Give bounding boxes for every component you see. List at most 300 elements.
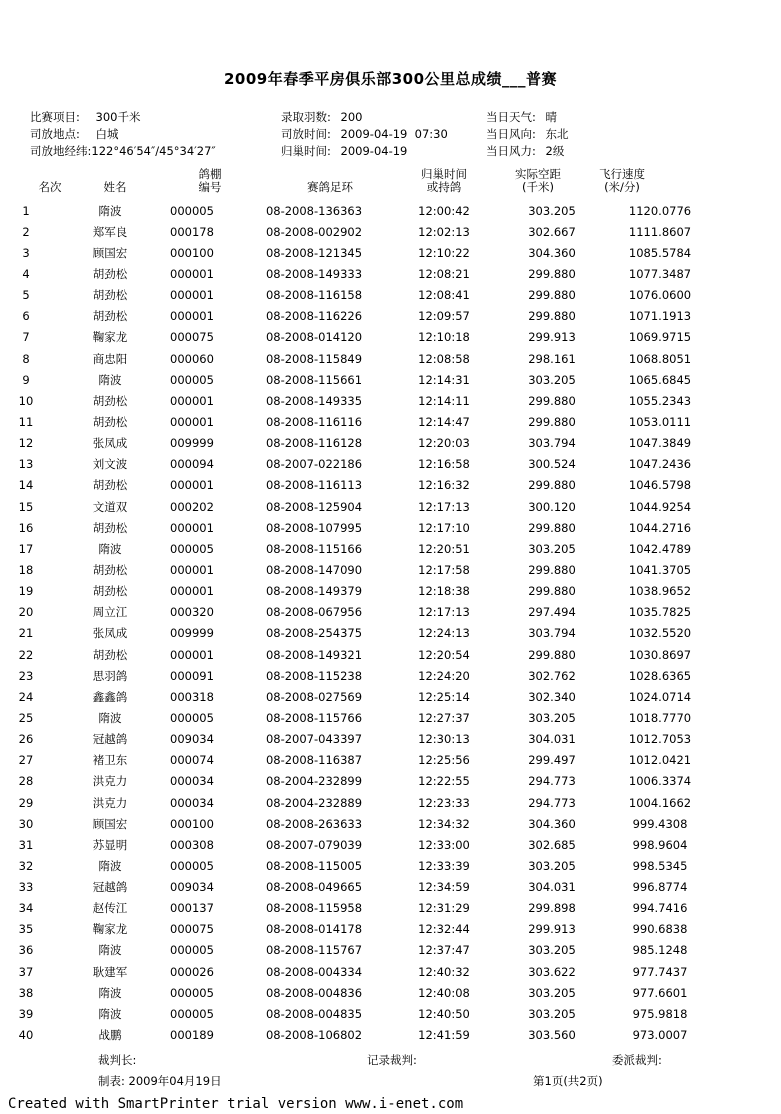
table-row xyxy=(0,961,720,982)
results-body xyxy=(0,200,720,1046)
rank-number: 37 xyxy=(18,964,34,979)
cell-ring: 08-2008-004835 xyxy=(265,1006,363,1021)
cell-loft: 009999 xyxy=(170,626,214,641)
cell-name: 张凤成 xyxy=(92,436,128,451)
table-row xyxy=(0,665,720,686)
rank-number: 27 xyxy=(18,753,34,768)
header-time-line2: 或持鸽 xyxy=(426,180,462,194)
rank-number: 28 xyxy=(18,774,34,789)
table-row xyxy=(0,834,720,855)
cell-speed: 1024.0714 xyxy=(628,689,692,704)
cell-speed: 1035.7825 xyxy=(628,605,692,620)
rank-number: 6 xyxy=(22,309,30,324)
watermark-text: Created with SmartPrinter trial version www.i-enet.com xyxy=(8,1096,464,1112)
cell-distance: 299.880 xyxy=(528,266,576,281)
table-row xyxy=(0,644,720,665)
cell-ring: 08-2008-116158 xyxy=(265,288,363,303)
cell-loft: 000074 xyxy=(170,753,214,768)
cell-loft: 009034 xyxy=(170,732,214,747)
cell-loft: 000005 xyxy=(170,710,214,725)
cell-distance: 298.161 xyxy=(528,351,576,366)
wind-dir-info xyxy=(486,127,569,141)
cell-distance: 303.205 xyxy=(528,1006,576,1021)
cell-time: 12:14:31 xyxy=(418,372,470,387)
cell-time: 12:20:03 xyxy=(418,436,470,451)
cell-rank xyxy=(0,982,50,1003)
event-value: 300千米 xyxy=(95,110,141,124)
table-row xyxy=(0,369,720,390)
recorder-label: 记录裁判: xyxy=(367,1053,417,1067)
cell-loft: 000005 xyxy=(170,372,214,387)
cell-loft: 000137 xyxy=(170,901,214,916)
cell-speed: 999.4308 xyxy=(632,816,688,831)
cell-rank xyxy=(0,750,50,771)
table-row xyxy=(0,200,720,221)
cell-time: 12:02:13 xyxy=(418,224,470,239)
cell-distance: 299.880 xyxy=(528,520,576,535)
cell-ring: 08-2008-115238 xyxy=(265,668,363,683)
cell-distance: 299.880 xyxy=(528,414,576,429)
cell-speed: 1012.7053 xyxy=(628,732,692,747)
cell-rank xyxy=(0,242,50,263)
rank-number: 32 xyxy=(18,858,34,873)
cell-distance: 303.205 xyxy=(528,203,576,218)
header-name: 姓名 xyxy=(103,180,127,194)
rank-number: 31 xyxy=(18,837,34,852)
cell-ring: 08-2008-115661 xyxy=(265,372,363,387)
cell-speed: 1068.8051 xyxy=(628,351,692,366)
rank-number: 15 xyxy=(18,499,34,514)
cell-rank xyxy=(0,559,50,580)
cell-name: 洪克力 xyxy=(92,774,128,789)
rank-number: 18 xyxy=(18,562,34,577)
cell-loft: 009999 xyxy=(170,436,214,451)
cell-time: 12:25:56 xyxy=(418,753,470,768)
cell-name: 郑军良 xyxy=(92,224,128,239)
header-distance-line1: 实际空距 xyxy=(515,167,561,181)
cell-rank xyxy=(0,327,50,348)
table-row xyxy=(0,538,720,559)
cell-speed: 1111.8607 xyxy=(628,224,692,239)
header-speed-line2: (米/分) xyxy=(604,180,640,194)
cell-ring: 08-2008-116113 xyxy=(265,478,363,493)
cell-rank xyxy=(0,855,50,876)
wind-force-value: 2级 xyxy=(545,144,565,158)
table-row xyxy=(0,306,720,327)
rank-number: 19 xyxy=(18,584,34,599)
cell-ring: 08-2008-115766 xyxy=(265,710,363,725)
cell-time: 12:16:32 xyxy=(418,478,470,493)
cell-name: 胡劲松 xyxy=(92,288,128,303)
cell-rank xyxy=(0,834,50,855)
prepared-date: 制表: 2009年04月19日 xyxy=(98,1074,222,1088)
cell-speed: 1018.7770 xyxy=(628,710,692,725)
cell-time: 12:10:22 xyxy=(418,245,470,260)
cell-time: 12:00:42 xyxy=(418,203,470,218)
header-speed xyxy=(582,168,662,194)
cell-name: 胡劲松 xyxy=(92,266,128,281)
cell-time: 12:31:29 xyxy=(418,901,470,916)
cell-speed: 1044.2716 xyxy=(628,520,692,535)
cell-rank xyxy=(0,581,50,602)
weather-info xyxy=(486,110,557,124)
cell-ring: 08-2008-049665 xyxy=(265,880,363,895)
cell-ring: 08-2008-116116 xyxy=(265,414,363,429)
cell-time: 12:08:41 xyxy=(418,288,470,303)
cell-speed: 996.8774 xyxy=(632,880,688,895)
cell-speed: 1046.5798 xyxy=(628,478,692,493)
cell-loft: 000001 xyxy=(170,266,214,281)
rank-number: 16 xyxy=(18,520,34,535)
cell-loft: 000001 xyxy=(170,393,214,408)
cell-rank xyxy=(0,538,50,559)
cell-time: 12:33:00 xyxy=(418,837,470,852)
cell-speed: 975.9818 xyxy=(632,1006,688,1021)
cell-distance: 303.622 xyxy=(528,964,576,979)
rank-number: 23 xyxy=(18,668,34,683)
cell-time: 12:20:51 xyxy=(418,541,470,556)
cell-distance: 303.205 xyxy=(528,943,576,958)
table-row xyxy=(0,221,720,242)
cell-name: 胡劲松 xyxy=(92,414,128,429)
cell-time: 12:24:20 xyxy=(418,668,470,683)
event-label: 比赛项目: xyxy=(30,110,80,124)
referee-label: 裁判长: xyxy=(98,1053,137,1067)
table-row xyxy=(0,602,720,623)
cell-name: 隋波 xyxy=(98,541,122,556)
cell-speed: 1120.0776 xyxy=(628,203,692,218)
rank-number: 10 xyxy=(18,393,34,408)
cell-ring: 08-2008-116128 xyxy=(265,436,363,451)
cell-name: 赵传江 xyxy=(92,901,128,916)
cell-name: 鑫鑫鸽 xyxy=(92,689,128,704)
cell-speed: 977.6601 xyxy=(632,985,688,1000)
cell-rank xyxy=(0,919,50,940)
cell-rank xyxy=(0,285,50,306)
table-row xyxy=(0,623,720,644)
cell-speed: 998.9604 xyxy=(632,837,688,852)
cell-distance: 302.667 xyxy=(528,224,576,239)
cell-distance: 304.360 xyxy=(528,245,576,260)
cell-distance: 299.880 xyxy=(528,562,576,577)
table-row xyxy=(0,285,720,306)
rank-number: 26 xyxy=(18,732,34,747)
cell-time: 12:25:14 xyxy=(418,689,470,704)
cell-ring: 08-2008-116226 xyxy=(265,309,363,324)
rank-number: 25 xyxy=(18,710,34,725)
header-loft-line2: 编号 xyxy=(198,180,222,194)
table-row xyxy=(0,496,720,517)
table-row xyxy=(0,348,720,369)
cell-ring: 08-2008-115005 xyxy=(265,858,363,873)
cell-name: 隋波 xyxy=(98,858,122,873)
cell-distance: 303.205 xyxy=(528,372,576,387)
rank-number: 35 xyxy=(18,922,34,937)
cell-ring: 08-2008-149333 xyxy=(265,266,363,281)
table-row xyxy=(0,242,720,263)
cell-distance: 303.794 xyxy=(528,436,576,451)
cell-time: 12:32:44 xyxy=(418,922,470,937)
cell-ring: 08-2008-014120 xyxy=(265,330,363,345)
cell-rank xyxy=(0,813,50,834)
table-row xyxy=(0,1024,720,1045)
cell-ring: 08-2008-004836 xyxy=(265,985,363,1000)
cell-distance: 303.205 xyxy=(528,985,576,1000)
release-time-value: 2009-04-19 07:30 xyxy=(340,127,448,141)
cell-name: 冠越鸽 xyxy=(92,880,128,895)
cell-distance: 304.031 xyxy=(528,880,576,895)
table-row xyxy=(0,919,720,940)
table-row xyxy=(0,454,720,475)
cell-loft: 000094 xyxy=(170,457,214,472)
cell-ring: 08-2008-002902 xyxy=(265,224,363,239)
cell-loft: 000001 xyxy=(170,562,214,577)
cell-time: 12:17:10 xyxy=(418,520,470,535)
cell-rank xyxy=(0,961,50,982)
cell-rank xyxy=(0,623,50,644)
cell-time: 12:27:37 xyxy=(418,710,470,725)
page-title: 2009年春季平房俱乐部300公里总成绩___普赛 xyxy=(223,70,558,88)
table-row xyxy=(0,729,720,750)
cell-time: 12:17:13 xyxy=(418,605,470,620)
cell-name: 隋波 xyxy=(98,985,122,1000)
cell-ring: 08-2008-004334 xyxy=(265,964,363,979)
cell-name: 胡劲松 xyxy=(92,393,128,408)
table-row xyxy=(0,898,720,919)
table-row xyxy=(0,771,720,792)
cell-name: 思羽鸽 xyxy=(92,668,128,683)
cell-time: 12:24:13 xyxy=(418,626,470,641)
weather-value: 晴 xyxy=(545,110,558,124)
cell-rank xyxy=(0,686,50,707)
cell-ring: 08-2008-149335 xyxy=(265,393,363,408)
rank-number: 5 xyxy=(22,288,30,303)
cell-name: 冠越鸽 xyxy=(92,732,128,747)
cell-loft: 000034 xyxy=(170,795,214,810)
cell-time: 12:23:33 xyxy=(418,795,470,810)
release-place-value: 白城 xyxy=(95,127,119,141)
cell-speed: 990.6838 xyxy=(632,922,688,937)
cell-name: 文道双 xyxy=(92,499,128,514)
cell-distance: 303.205 xyxy=(528,541,576,556)
cell-loft: 000320 xyxy=(170,605,214,620)
cell-rank xyxy=(0,454,50,475)
rank-number: 12 xyxy=(18,436,34,451)
cell-rank xyxy=(0,898,50,919)
cell-loft: 000202 xyxy=(170,499,214,514)
cell-time: 12:17:13 xyxy=(418,499,470,514)
header-time-line1: 归巢时间 xyxy=(421,167,467,181)
cell-ring: 08-2008-014178 xyxy=(265,922,363,937)
cell-name: 鞠家龙 xyxy=(92,330,128,345)
cell-loft: 000001 xyxy=(170,478,214,493)
cell-ring: 08-2007-022186 xyxy=(265,457,363,472)
table-row xyxy=(0,792,720,813)
cell-speed: 1032.5520 xyxy=(628,626,692,641)
cell-loft: 000075 xyxy=(170,922,214,937)
cell-rank xyxy=(0,707,50,728)
cell-ring: 08-2008-115166 xyxy=(265,541,363,556)
cell-speed: 1076.0600 xyxy=(628,288,692,303)
cell-name: 胡劲松 xyxy=(92,309,128,324)
cell-name: 隋波 xyxy=(98,943,122,958)
cell-speed: 1085.5784 xyxy=(628,245,692,260)
cell-time: 12:09:57 xyxy=(418,309,470,324)
cell-speed: 1077.3487 xyxy=(628,266,692,281)
cell-name: 周立江 xyxy=(92,605,128,620)
table-row xyxy=(0,707,720,728)
cell-speed: 973.0007 xyxy=(632,1028,688,1043)
cell-loft: 000075 xyxy=(170,330,214,345)
cell-distance: 304.031 xyxy=(528,732,576,747)
winners-label: 录取羽数: xyxy=(281,110,331,124)
cell-distance: 300.524 xyxy=(528,457,576,472)
rank-number: 9 xyxy=(22,372,30,387)
table-row xyxy=(0,982,720,1003)
rank-number: 17 xyxy=(18,541,34,556)
cell-rank xyxy=(0,602,50,623)
cell-time: 12:40:08 xyxy=(418,985,470,1000)
rank-number: 30 xyxy=(18,816,34,831)
cell-distance: 299.880 xyxy=(528,584,576,599)
cell-loft: 000100 xyxy=(170,245,214,260)
table-row xyxy=(0,1003,720,1024)
cell-speed: 1055.2343 xyxy=(628,393,692,408)
cell-loft: 000001 xyxy=(170,584,214,599)
wind-dir-label: 当日风向: xyxy=(486,127,536,141)
coords-info xyxy=(30,144,216,158)
cell-speed: 1069.9715 xyxy=(628,330,692,345)
cell-distance: 297.494 xyxy=(528,605,576,620)
cell-rank xyxy=(0,369,50,390)
coords-label: 司放地经纬: xyxy=(30,144,92,158)
cell-rank xyxy=(0,390,50,411)
rank-number: 8 xyxy=(22,351,30,366)
rank-number: 14 xyxy=(18,478,34,493)
rank-number: 4 xyxy=(22,266,30,281)
cell-distance: 299.913 xyxy=(528,922,576,937)
cell-speed: 977.7437 xyxy=(632,964,688,979)
header-time xyxy=(404,168,484,194)
rank-number: 40 xyxy=(18,1028,34,1043)
cell-distance: 299.497 xyxy=(528,753,576,768)
cell-rank xyxy=(0,433,50,454)
cell-speed: 1065.6845 xyxy=(628,372,692,387)
cell-rank xyxy=(0,1024,50,1045)
return-time-value: 2009-04-19 xyxy=(340,144,408,158)
cell-loft: 000318 xyxy=(170,689,214,704)
cell-loft: 000005 xyxy=(170,203,214,218)
cell-distance: 300.120 xyxy=(528,499,576,514)
cell-loft: 000034 xyxy=(170,774,214,789)
cell-ring: 08-2008-254375 xyxy=(265,626,363,641)
header-rank: 名次 xyxy=(38,180,62,194)
cell-name: 隋波 xyxy=(98,1006,122,1021)
cell-name: 刘文波 xyxy=(92,457,128,472)
cell-time: 12:22:55 xyxy=(418,774,470,789)
rank-number: 20 xyxy=(18,605,34,620)
cell-time: 12:18:38 xyxy=(418,584,470,599)
cell-rank xyxy=(0,517,50,538)
cell-ring: 08-2004-232899 xyxy=(265,774,363,789)
cell-time: 12:20:54 xyxy=(418,647,470,662)
cell-loft: 000001 xyxy=(170,414,214,429)
cell-distance: 302.685 xyxy=(528,837,576,852)
cell-name: 耿建军 xyxy=(92,964,128,979)
cell-distance: 302.340 xyxy=(528,689,576,704)
cell-distance: 302.762 xyxy=(528,668,576,683)
winners-info xyxy=(281,110,362,124)
cell-speed: 998.5345 xyxy=(632,858,688,873)
cell-distance: 294.773 xyxy=(528,795,576,810)
cell-loft: 000100 xyxy=(170,816,214,831)
wind-force-info xyxy=(486,144,564,158)
cell-loft: 000005 xyxy=(170,943,214,958)
cell-rank xyxy=(0,306,50,327)
page-number: 第1页(共2页) xyxy=(533,1074,603,1088)
rank-number: 11 xyxy=(18,414,34,429)
table-row xyxy=(0,327,720,348)
cell-speed: 1028.6365 xyxy=(628,668,692,683)
cell-time: 12:37:47 xyxy=(418,943,470,958)
rank-number: 21 xyxy=(18,626,34,641)
rank-number: 34 xyxy=(18,901,34,916)
cell-loft: 000001 xyxy=(170,520,214,535)
cell-time: 12:08:58 xyxy=(418,351,470,366)
cell-name: 褚卫东 xyxy=(92,753,128,768)
cell-time: 12:34:32 xyxy=(418,816,470,831)
cell-name: 隋波 xyxy=(98,203,122,218)
cell-loft: 000005 xyxy=(170,858,214,873)
cell-speed: 985.1248 xyxy=(632,943,688,958)
delegate-label: 委派裁判: xyxy=(612,1053,662,1067)
cell-loft: 000178 xyxy=(170,224,214,239)
cell-time: 12:30:13 xyxy=(418,732,470,747)
cell-name: 战鹏 xyxy=(98,1028,122,1043)
cell-loft: 000001 xyxy=(170,309,214,324)
cell-ring: 08-2008-136363 xyxy=(265,203,363,218)
cell-loft: 000308 xyxy=(170,837,214,852)
rank-number: 13 xyxy=(18,457,34,472)
table-row xyxy=(0,581,720,602)
cell-speed: 1012.0421 xyxy=(628,753,692,768)
cell-name: 商忠阳 xyxy=(92,351,128,366)
rank-number: 7 xyxy=(22,330,30,345)
table-row xyxy=(0,686,720,707)
cell-rank xyxy=(0,940,50,961)
cell-distance: 299.898 xyxy=(528,901,576,916)
cell-distance: 299.913 xyxy=(528,330,576,345)
cell-speed: 994.7416 xyxy=(632,901,688,916)
cell-time: 12:33:39 xyxy=(418,858,470,873)
cell-name: 苏显明 xyxy=(92,837,128,852)
rank-number: 33 xyxy=(18,880,34,895)
cell-distance: 299.880 xyxy=(528,288,576,303)
table-row xyxy=(0,475,720,496)
cell-distance: 299.880 xyxy=(528,647,576,662)
cell-distance: 299.880 xyxy=(528,393,576,408)
cell-rank xyxy=(0,263,50,284)
cell-time: 12:40:50 xyxy=(418,1006,470,1021)
cell-rank xyxy=(0,771,50,792)
rank-number: 29 xyxy=(18,795,34,810)
cell-ring: 08-2008-121345 xyxy=(265,245,363,260)
cell-loft: 000005 xyxy=(170,1006,214,1021)
cell-ring: 08-2008-027569 xyxy=(265,689,363,704)
cell-speed: 1047.3849 xyxy=(628,436,692,451)
header-ring: 赛鸽足环 xyxy=(307,180,353,194)
cell-speed: 1006.3374 xyxy=(628,774,692,789)
